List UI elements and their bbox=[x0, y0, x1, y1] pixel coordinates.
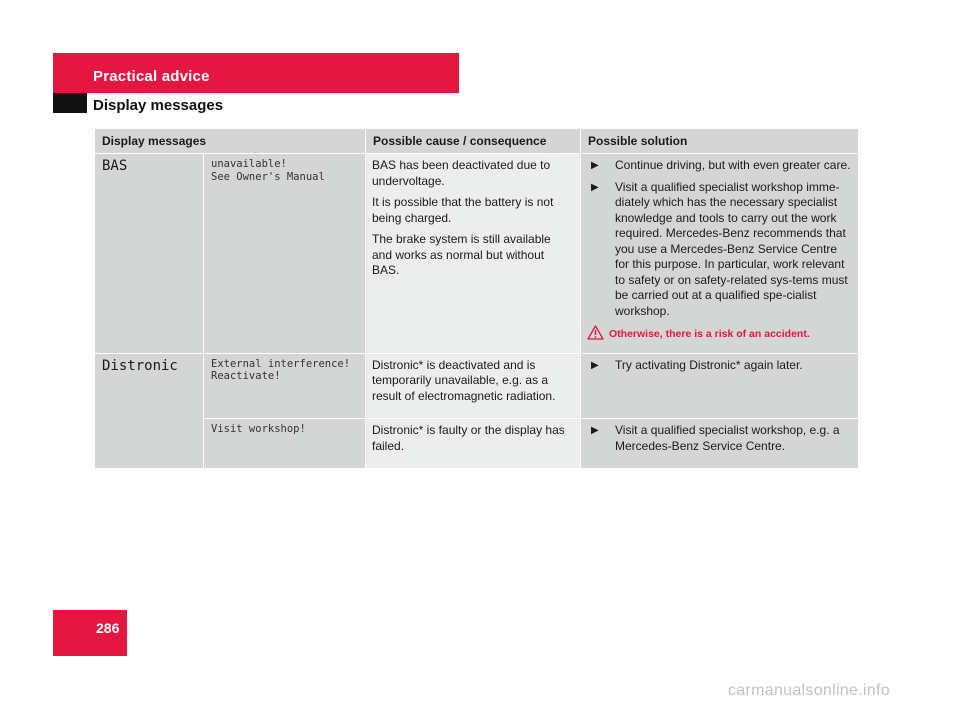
column-header-display-messages: Display messages bbox=[95, 129, 366, 154]
message-line: Visit workshop! bbox=[211, 423, 306, 435]
display-message-cell bbox=[204, 419, 366, 469]
solution-cell bbox=[581, 419, 859, 469]
triangle-right-icon: ▶ bbox=[591, 359, 599, 371]
column-header-cause: Possible cause / consequence bbox=[366, 129, 581, 154]
cause-cell bbox=[366, 154, 581, 354]
solution-cell bbox=[581, 154, 859, 354]
display-message-cell bbox=[204, 154, 366, 354]
display-name-cell: BAS bbox=[95, 154, 204, 354]
display-name-cell: Distronic bbox=[95, 353, 204, 469]
cause-text: The brake system is still available and works as normal but without BAS. bbox=[372, 232, 551, 277]
solution-text: Visit a qualified specialist workshop, e.g. a Mercedes-Benz Service Centre. bbox=[615, 423, 840, 453]
section-title: Practical advice bbox=[93, 68, 210, 85]
solution-item bbox=[587, 358, 852, 374]
column-header-solution: Possible solution bbox=[581, 129, 859, 154]
message-line: unavailable! bbox=[211, 158, 287, 170]
cause-text: Distronic* is deactivated and is temporarily unavailable, e.g. as a result of electromagnetic radiation. bbox=[372, 357, 556, 403]
triangle-right-icon: ▶ bbox=[591, 160, 599, 171]
table-row bbox=[95, 419, 859, 469]
triangle-right-icon: ▶ bbox=[591, 181, 599, 193]
table-header-row bbox=[95, 129, 859, 154]
page-number: 286 bbox=[96, 620, 120, 636]
footer-watermark: carmanualsonline.info bbox=[728, 682, 890, 699]
cause-cell bbox=[366, 353, 581, 419]
solution-item bbox=[587, 158, 852, 174]
cause-text: BAS has been deactivated due to undervoltage. bbox=[372, 158, 551, 188]
solution-text: Continue driving, but with even greater care. bbox=[615, 158, 851, 172]
subsection-title: Display messages bbox=[93, 97, 224, 114]
solution-cell bbox=[581, 353, 859, 419]
message-line: See Owner's Manual bbox=[211, 170, 325, 183]
solution-text: Try activating Distronic* again later. bbox=[615, 357, 803, 372]
display-message-cell bbox=[204, 353, 366, 419]
message-line: Reactivate! bbox=[211, 370, 281, 382]
subsection-marker bbox=[53, 93, 87, 113]
warning-note bbox=[587, 325, 852, 345]
cause-text: Distronic* is faulty or the display has failed. bbox=[372, 423, 565, 453]
table-row bbox=[95, 353, 859, 419]
solution-item bbox=[587, 423, 852, 454]
table-row bbox=[95, 154, 859, 354]
cause-text: It is possible that the battery is not being charged. bbox=[372, 195, 554, 225]
message-line: External interference! bbox=[211, 357, 351, 370]
solution-text: Visit a qualified specialist workshop imme-diately which has the necessary specialist knowledge and tools to carry out the work required. Mercedes-Benz recommends that you use a Mercedes-Benz Service Centre for this purpose. In particular, work relevant to safety or on safety-related sys-tems must be carried out at a qualified spe-cialist workshop. bbox=[615, 179, 848, 318]
triangle-right-icon: ▶ bbox=[591, 425, 599, 436]
display-messages-table bbox=[94, 128, 859, 469]
warning-triangle-icon bbox=[587, 325, 609, 345]
warning-text: Otherwise, there is a risk of an accident. bbox=[609, 328, 810, 340]
cause-cell bbox=[366, 419, 581, 469]
solution-item bbox=[587, 180, 852, 320]
